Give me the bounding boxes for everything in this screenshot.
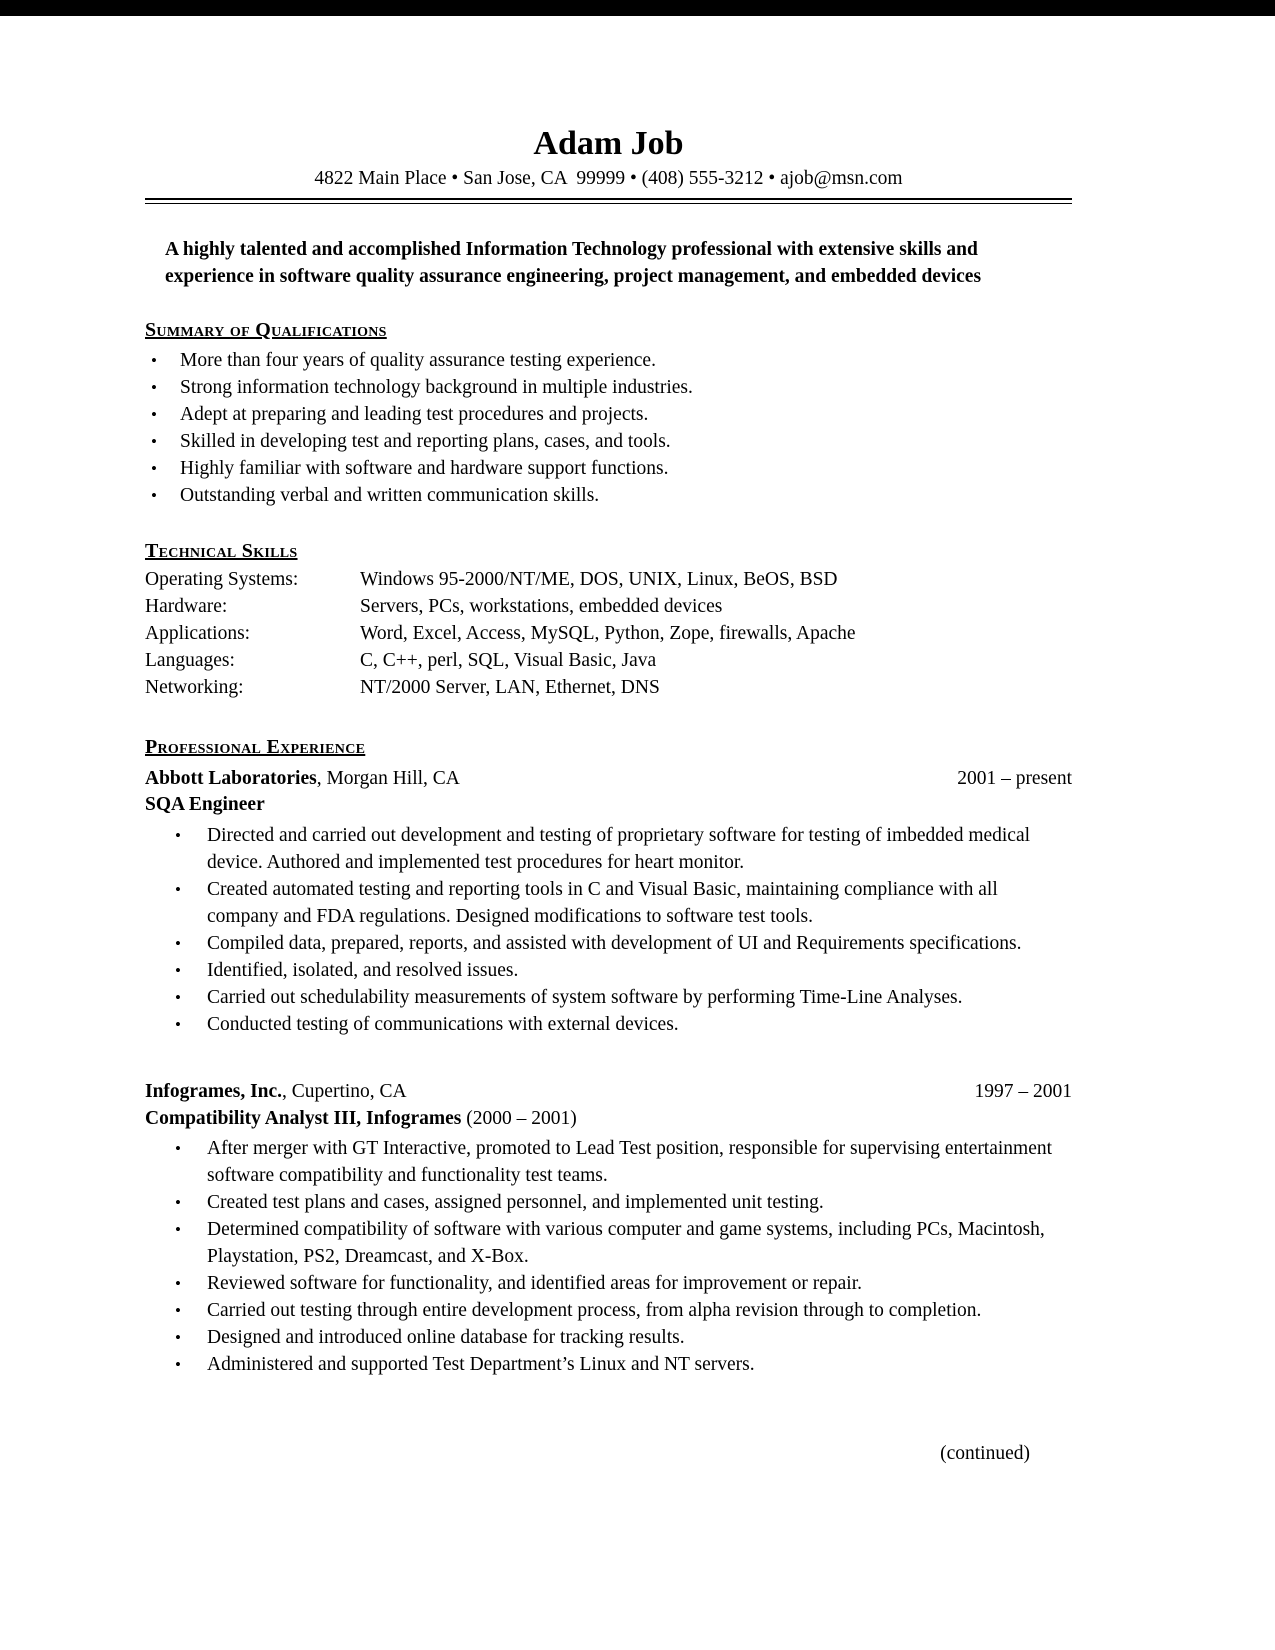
- job-role-suffix: (2000 – 2001): [461, 1107, 577, 1129]
- job-bullet: • Compiled data, prepared, reports, and assisted with development of UI and Requirements specifications.: [169, 931, 1072, 958]
- job-bullet: • After merger with GT Interactive, promoted to Lead Test position, responsible for supervising entertainment software compatibility and functionality test teams.: [169, 1136, 1072, 1190]
- contact-line: 4822 Main Place • San Jose, CA 99999 • (408) 555-3212 • ajob@msn.com: [314, 168, 903, 190]
- job-bullet: • Determined compatibility of software with various computer and game systems, including PCs, Macintosh, Playstation, PS2, Dreamcast, and X-Box.: [169, 1217, 1072, 1271]
- skill-row: [145, 675, 1072, 702]
- section-title-technical-skills: Technical Skills: [145, 539, 298, 562]
- skill-value: C, C++, perl, SQL, Visual Basic, Java: [360, 650, 657, 672]
- job-bullet: • Administered and supported Test Department’s Linux and NT servers.: [169, 1352, 1072, 1379]
- job-role: [145, 792, 1072, 819]
- job-bullet: • Conducted testing of communications with external devices.: [169, 1012, 1072, 1039]
- job-bullet: • Carried out schedulability measurements of system software by performing Time-Line Analyses.: [169, 985, 1072, 1012]
- job-company-line: [145, 1079, 407, 1106]
- qualification-item: • More than four years of quality assurance testing experience.: [145, 348, 1072, 375]
- section-title-qualifications: Summary of Qualifications: [145, 318, 387, 341]
- skill-row: [145, 567, 1072, 594]
- job-bullet: • Directed and carried out development and testing of proprietary software for testing of imbedded medical device. Authored and implemented test procedures for heart monitor.: [169, 823, 1072, 877]
- job-bullet: • Reviewed software for functionality, and identified areas for improvement or repair.: [169, 1271, 1072, 1298]
- continued-note: (continued): [940, 1442, 1030, 1464]
- job-header: [145, 766, 1072, 793]
- company-location: , Cupertino, CA: [282, 1080, 407, 1102]
- job-bullet: • Carried out testing through entire development process, from alpha revision through to completion.: [169, 1298, 1072, 1325]
- job-bullet: • Identified, isolated, and resolved issues.: [169, 958, 1072, 985]
- person-name: Adam Job: [533, 125, 684, 162]
- skill-label: Hardware:: [145, 596, 228, 618]
- skill-row: [145, 648, 1072, 675]
- skill-value: Servers, PCs, workstations, embedded devices: [360, 596, 723, 618]
- skill-value: Windows 95-2000/NT/ME, DOS, UNIX, Linux, BeOS, BSD: [360, 569, 838, 591]
- skill-label: Applications:: [145, 623, 251, 645]
- company-name: Infogrames, Inc.: [145, 1080, 283, 1102]
- header-divider: [145, 198, 1072, 204]
- job-bullet: • Created automated testing and reporting tools in C and Visual Basic, maintaining compliance with all company and FDA regulations. Designed modifications to software test tools.: [169, 877, 1072, 931]
- job-dates: 2001 – present: [957, 767, 1072, 789]
- job-dates: 1997 – 2001: [974, 1080, 1072, 1102]
- skill-row: [145, 621, 1072, 648]
- qualifications-list: [145, 348, 1072, 509]
- job-company-line: [145, 766, 460, 793]
- job-bullet: • Designed and introduced online database for tracking results.: [169, 1325, 1072, 1352]
- qualification-item: • Highly familiar with software and hardware support functions.: [145, 456, 1072, 483]
- job-role-title: SQA Engineer: [145, 794, 265, 816]
- qualification-item: • Outstanding verbal and written communication skills.: [145, 483, 1072, 510]
- section-title-experience: Professional Experience: [145, 735, 366, 758]
- skill-value: Word, Excel, Access, MySQL, Python, Zope, firewalls, Apache: [360, 623, 856, 645]
- company-location: , Morgan Hill, CA: [316, 767, 460, 789]
- company-name: Abbott Laboratories: [145, 767, 317, 789]
- scan-artifact-top-bar: [0, 0, 1275, 16]
- profile-summary: A highly talented and accomplished Information Technology professional with extensive skills and experience in software quality assurance engineering, project management, and embedded devices: [165, 239, 982, 287]
- job-bullet: • Created test plans and cases, assigned personnel, and implemented unit testing.: [169, 1190, 1072, 1217]
- skill-label: Networking:: [145, 677, 244, 699]
- job-role-title: Compatibility Analyst III, Infogrames: [145, 1107, 462, 1129]
- job-bullet-list: [169, 823, 1072, 1038]
- job-role: [145, 1106, 1072, 1133]
- skill-row: [145, 594, 1072, 621]
- skill-label: Languages:: [145, 650, 235, 672]
- technical-skills-table: [145, 567, 1072, 702]
- skill-label: Operating Systems:: [145, 569, 299, 591]
- job-header: [145, 1079, 1072, 1106]
- qualification-item: • Strong information technology background in multiple industries.: [145, 375, 1072, 402]
- qualification-item: • Adept at preparing and leading test procedures and projects.: [145, 402, 1072, 429]
- skill-value: NT/2000 Server, LAN, Ethernet, DNS: [360, 677, 660, 699]
- job-bullet-list: [169, 1136, 1072, 1378]
- qualification-item: • Skilled in developing test and reporting plans, cases, and tools.: [145, 429, 1072, 456]
